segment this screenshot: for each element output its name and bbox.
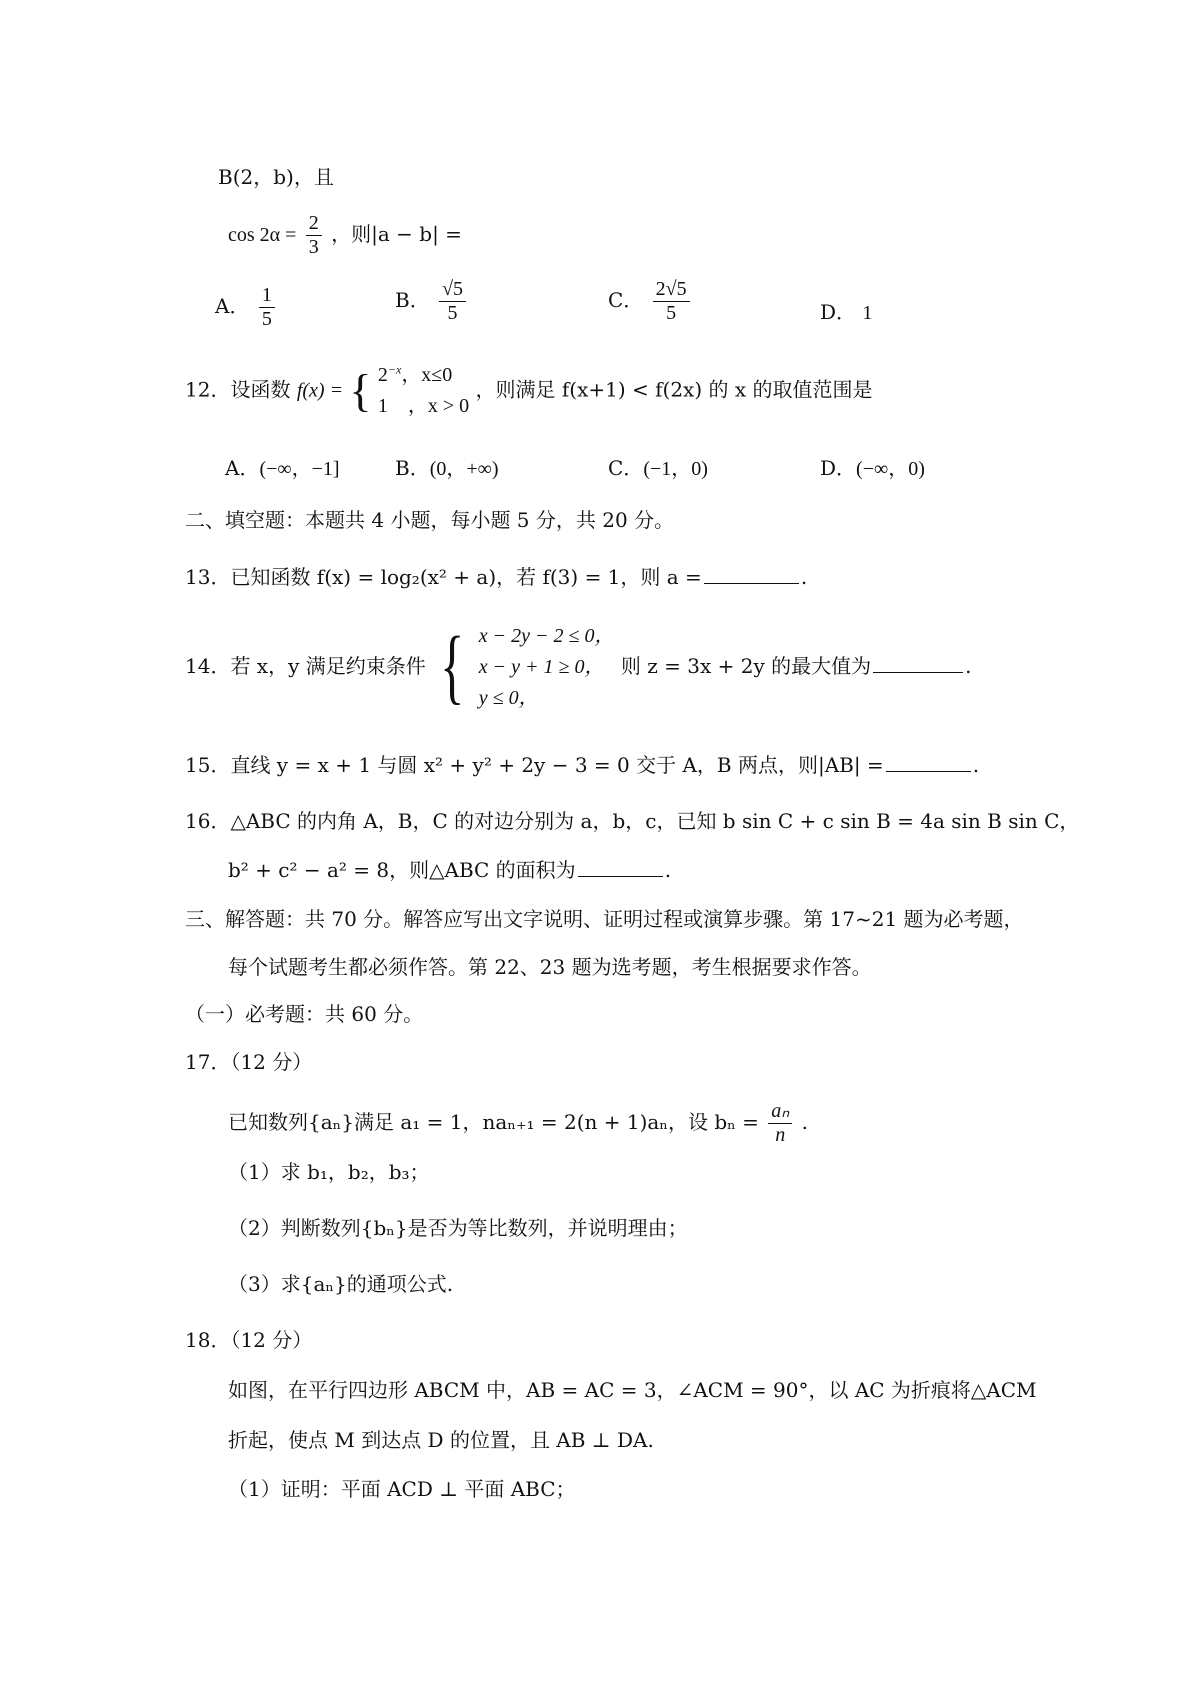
q15-stem: 15．直线 y = x + 1 与圆 x² + y² + 2y − 3 = 0 交于 A，B 两点，则|AB| = . bbox=[185, 753, 980, 777]
q18-line1: 如图，在平行四边形 ABCM 中，AB = AC = 3，∠ACM = 90°，以 AC 为折痕将△ACM bbox=[228, 1378, 1037, 1402]
q12-stem: 12．设函数 f(x) = { $2^{-x}$，x≤0 1 ，x > 0 ，则满足 f(x+1) < f(2x) 的 x 的取值范围是 bbox=[185, 360, 872, 422]
q11-option-b: B． $\frac{√5}{5}$ bbox=[395, 278, 469, 325]
answer-blank bbox=[886, 770, 971, 772]
q18-line2: 折起，使点 M 到达点 D 的位置，且 AB ⊥ DA. bbox=[228, 1428, 654, 1452]
q18-heading: 18．（12 分） bbox=[185, 1328, 313, 1352]
q11-condition: cos 2α = $\frac{2}{3}$ ，则|a − b| = bbox=[228, 212, 462, 258]
q17-part2: （2）判断数列{bₙ}是否为等比数列，并说明理由； bbox=[228, 1216, 688, 1240]
answer-blank bbox=[873, 671, 963, 673]
part-1-heading: （一）必考题：共 60 分。 bbox=[185, 1002, 424, 1026]
q17-fraction: $\frac{\text{aₙ}}{n}$ bbox=[768, 1100, 792, 1147]
q11-option-c: C． $\frac{2√5}{5}$ bbox=[608, 278, 693, 325]
q11-line1: B(2，b)，且 bbox=[218, 165, 334, 189]
q17-stem: 已知数列{aₙ}满足 a₁ = 1，naₙ₊₁ = 2(n + 1)aₙ，设 bₙ = $\frac{\text{aₙ}}{n}$ . bbox=[228, 1100, 808, 1146]
q14-constraints: x − 2y − 2 ≤ 0， x − y + 1 ≥ 0， y ≤ 0， bbox=[478, 624, 615, 709]
q16-line1: 16．△ABC 的内角 A，B，C 的对边分别为 a，b，c，已知 b sin C + c sin B = 4a sin B sin C， bbox=[185, 809, 1080, 833]
q16-line2: b² + c² − a² = 8，则△ABC 的面积为 . bbox=[228, 858, 672, 882]
q11-option-d: D． 1 bbox=[820, 300, 873, 324]
q11-option-a: A． $\frac{1}{5}$ bbox=[215, 284, 278, 331]
q14-stem: 14．若 x，y 满足约束条件 { x − 2y − 2 ≤ 0， x − y + 1 ≥ 0， y ≤ 0， 则 z = 3x + 2y 的最大值为 . bbox=[185, 620, 972, 713]
q17-heading: 17．（12 分） bbox=[185, 1050, 313, 1074]
q17-part1: （1）求 b₁，b₂，b₃； bbox=[228, 1160, 430, 1184]
q12-option-b: B．(0，+∞) bbox=[395, 456, 499, 480]
section-3-heading-line1: 三、解答题：共 70 分。解答应写出文字说明、证明过程或演算步骤。第 17~21 题为必考题， bbox=[185, 907, 1024, 931]
q12-option-a: A．(−∞，−1] bbox=[225, 456, 340, 480]
q17-part3: （3）求{aₙ}的通项公式. bbox=[228, 1272, 454, 1296]
q12-option-d: D．(−∞，0) bbox=[820, 456, 925, 480]
q13-stem: 13．已知函数 f(x) = log₂(x² + a)，若 f(3) = 1，则 a = . bbox=[185, 565, 808, 589]
section-2-heading: 二、填空题：本题共 4 小题，每小题 5 分，共 20 分。 bbox=[185, 508, 675, 532]
q18-part1: （1）证明：平面 ACD ⊥ 平面 ABC； bbox=[228, 1477, 576, 1501]
q12-piecewise: $2^{-x}$，x≤0 1 ，x > 0 bbox=[377, 362, 470, 417]
answer-blank bbox=[704, 582, 799, 584]
q12-option-c: C．(−1，0) bbox=[608, 456, 708, 480]
answer-blank bbox=[578, 875, 663, 877]
section-3-heading-line2: 每个试题考生都必须作答。第 22、23 题为选考题，考生根据要求作答。 bbox=[228, 955, 872, 979]
q11-fraction: $\frac{2}{3}$ bbox=[306, 212, 322, 259]
